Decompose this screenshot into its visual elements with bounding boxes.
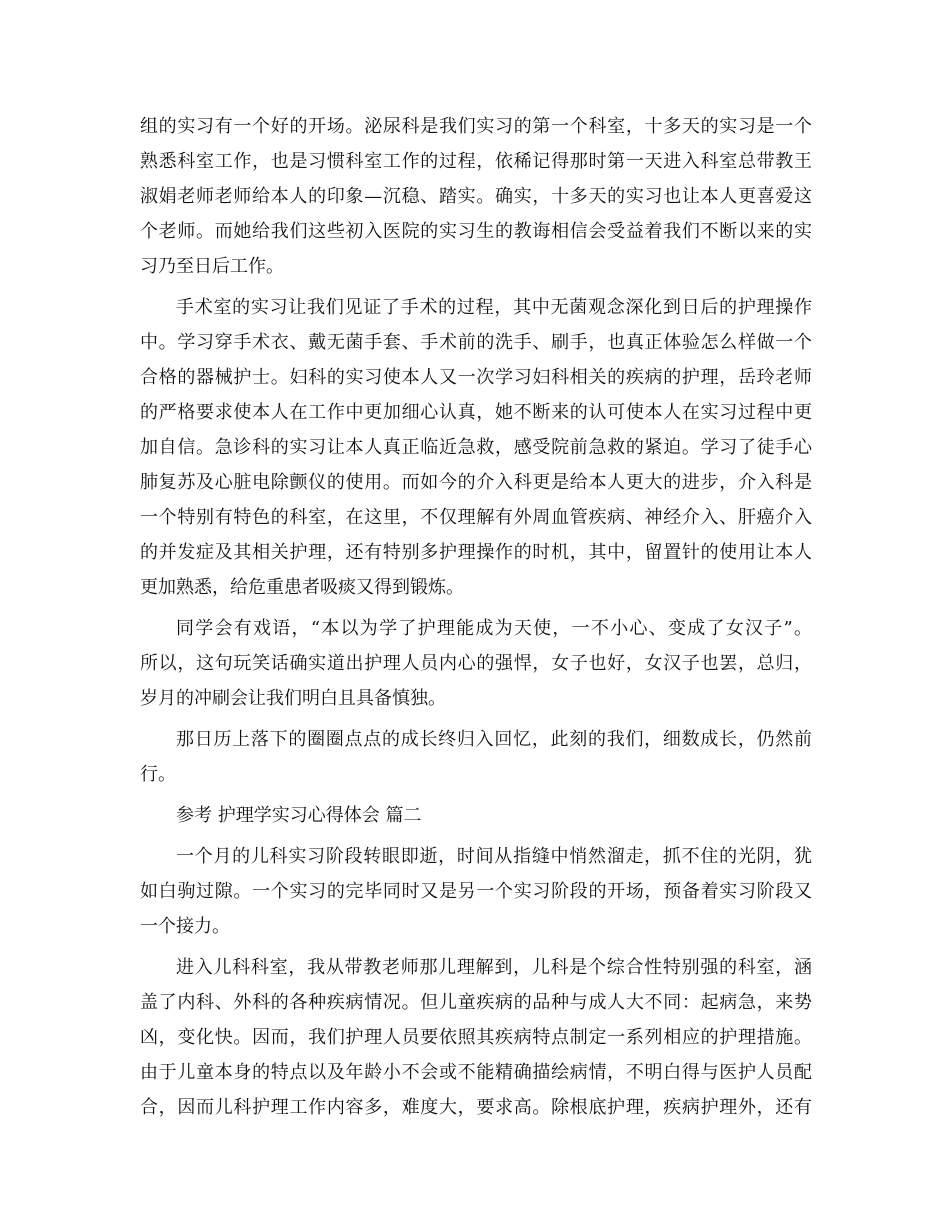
body-line: 淑娟老师老师给本人的印象—沉稳、踏实。确实，十多天的实习也让本人更喜爱这 bbox=[140, 186, 812, 207]
body-line: 合格的器械护士。妇科的实习使本人又一次学习妇科相关的疾病的护理，岳玲老师 bbox=[140, 367, 812, 388]
body-line: 组的实习有一个好的开场。泌尿科是我们实习的第一个科室，十多天的实习是一个 bbox=[140, 116, 812, 137]
body-line: 的并发症及其相关护理，还有特别多护理操作的时机，其中，留置针的使用让本人 bbox=[140, 542, 812, 563]
body-line: 同学会有戏语，“本以为学了护理能成为天使，一不小心、变成了女汉子”。 bbox=[176, 618, 812, 639]
body-line: 那日历上落下的圈圈点点的成长终归入回忆，此刻的我们，细数成长，仍然前 bbox=[176, 729, 812, 750]
body-line: 一个月的儿科实习阶段转眼即逝，时间从指缝中悄然溜走，抓不住的光阴，犹 bbox=[176, 846, 812, 867]
body-line: 习乃至日后工作。 bbox=[140, 256, 284, 277]
body-line: 中。学习穿手术衣、戴无菌手套、手术前的洗手、刷手，也真正体验怎么样做一个 bbox=[140, 332, 812, 353]
body-line: 手术室的实习让我们见证了手术的过程，其中无菌观念深化到日后的护理操作 bbox=[176, 297, 812, 318]
body-line: 一个接力。 bbox=[140, 916, 230, 937]
body-line: 加自信。急诊科的实习让本人真正临近急救，感受院前急救的紧迫。学习了徒手心 bbox=[140, 437, 812, 458]
body-line: 合，因而儿科护理工作内容多，难度大，要求高。除根底护理，疾病护理外，还有 bbox=[140, 1097, 812, 1118]
body-line: 行。 bbox=[140, 764, 176, 785]
body-line: 一个特别有特色的科室，在这里，不仅理解有外周血管疾病、神经介入、肝癌介入 bbox=[140, 507, 812, 528]
section-heading: 参考 护理学实习心得体会 篇二 bbox=[176, 805, 422, 826]
body-line: 的严格要求使本人在工作中更加细心认真，她不断来的认可使本人在实习过程中更 bbox=[140, 402, 812, 423]
body-line: 所以，这句玩笑话确实道出护理人员内心的强悍，女子也好，女汉子也罢，总归， bbox=[140, 653, 812, 674]
body-line: 岁月的冲刷会让我们明白且具备慎独。 bbox=[140, 688, 446, 709]
body-line: 进入儿科科室，我从带教老师那儿理解到，儿科是个综合性特别强的科室，涵 bbox=[176, 957, 812, 978]
body-line: 个老师。而她给我们这些初入医院的实习生的教诲相信会受益着我们不断以来的实 bbox=[140, 221, 812, 242]
body-line: 由于儿童本身的特点以及年龄小不会或不能精确描绘病情，不明白得与医护人员配 bbox=[140, 1062, 812, 1083]
body-line: 肺复苏及心脏电除颤仪的使用。而如今的介入科更是给本人更大的进步，介入科是 bbox=[140, 472, 812, 493]
body-line: 凶，变化快。因而，我们护理人员要依照其疾病特点制定一系列相应的护理措施。 bbox=[140, 1027, 812, 1048]
body-line: 熟悉科室工作，也是习惯科室工作的过程，依稀记得那时第一天进入科室总带教王 bbox=[140, 151, 812, 172]
body-line: 如白驹过隙。一个实习的完毕同时又是另一个实习阶段的开场，预备着实习阶段又 bbox=[140, 881, 812, 902]
body-line: 更加熟悉，给危重患者吸痰又得到锻炼。 bbox=[140, 577, 464, 598]
body-line: 盖了内科、外科的各种疾病情况。但儿童疾病的品种与成人大不同：起病急，来势 bbox=[140, 992, 812, 1013]
